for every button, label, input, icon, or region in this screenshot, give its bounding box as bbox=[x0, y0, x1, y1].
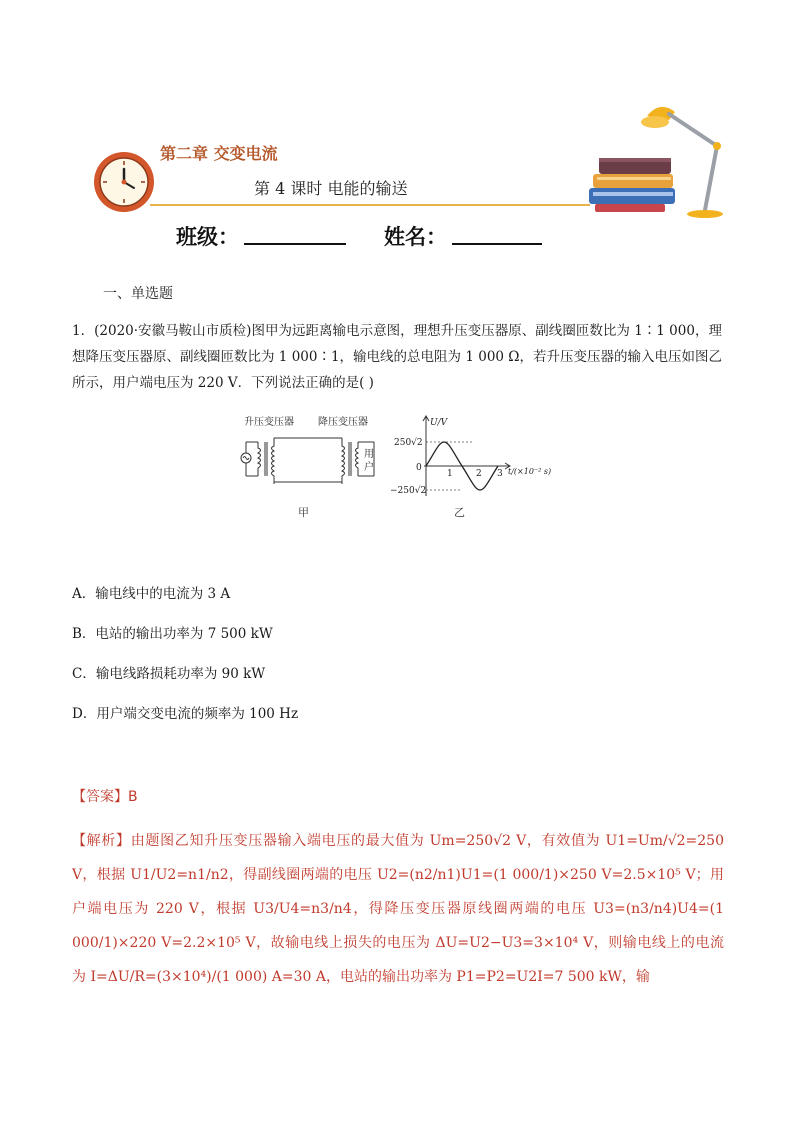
x-tick-3: 3 bbox=[497, 469, 503, 479]
option-a[interactable]: A．输电线中的电流为 3 A bbox=[72, 586, 231, 602]
y-max-label: 250√2 bbox=[394, 438, 423, 448]
voltage-graph bbox=[386, 412, 556, 522]
question-text: 1．(2020·安徽马鞍山市质检)图甲为远距离输电示意图，理想升压变压器原、副线圈匝数比为 1∶1 000，理想降压变压器原、副线圈匝数比为 1 000∶1，输电线的总电阻为 1 000 Ω，若升压变压器的输入电压如图乙所示，用户端电压为 220 V．下列说法正确的是( ) bbox=[72, 323, 722, 391]
y-axis-label: U/V bbox=[430, 418, 448, 428]
section-title: 一、单选题 bbox=[103, 286, 173, 302]
caption-right: 乙 bbox=[454, 506, 465, 519]
step-up-label: 升压变压器 bbox=[244, 417, 294, 428]
option-c[interactable]: C．输电线路损耗功率为 90 kW bbox=[72, 666, 266, 682]
header-divider bbox=[150, 204, 590, 206]
x-tick-1: 1 bbox=[447, 469, 453, 479]
step-down-label: 降压变压器 bbox=[318, 417, 368, 428]
x-axis-label: t/(×10⁻² s) bbox=[508, 467, 552, 476]
x-tick-2: 2 bbox=[476, 469, 482, 479]
user-label-1: 用 bbox=[364, 449, 374, 460]
class-blank[interactable] bbox=[244, 243, 346, 245]
analysis-text: 【解析】由题图乙知升压变压器输入端电压的最大值为 Um=250√2 V，有效值为 U1=Um/√2=250 V，根据 U1/U2=n1/n2，得副线圈两端的电压 U2=(n2/n1)U1=(1 000/1)×250 V=2.5×10⁵ V；用户端电压为 220 V，根据 U3/U4=n3/n4，得降压变压器原线圈两端的电压 U3=(n3/n4)U4=(1 000/1)×220 V=2.2×10⁵ V，故输电线上损失的电压为 ΔU=U2−U3=3×10⁴ V，则输电线上的电流为 I=ΔU/R=(3×10⁴)/(1 000) A=30 A，电站的输出功率为 P1=P2=U2I=7 500 kW，输 bbox=[72, 833, 724, 985]
origin-label: 0 bbox=[416, 463, 422, 473]
chapter-title: 第二章 交变电流 bbox=[160, 144, 278, 163]
option-b[interactable]: B．电站的输出功率为 7 500 kW bbox=[72, 626, 273, 642]
name-blank[interactable] bbox=[452, 243, 542, 245]
answer: 【答案】B bbox=[72, 789, 138, 805]
name-label: 姓名： bbox=[384, 225, 447, 249]
option-d[interactable]: D．用户端交变电流的频率为 100 Hz bbox=[72, 706, 299, 722]
class-label: 班级： bbox=[176, 225, 239, 249]
transmission-diagram bbox=[236, 412, 386, 522]
clock-icon bbox=[92, 150, 156, 214]
user-label-2: 户 bbox=[364, 462, 374, 473]
caption-left: 甲 bbox=[298, 506, 309, 519]
lesson-title: 第 4 课时 电能的输送 bbox=[254, 179, 408, 198]
y-min-label: −250√2 bbox=[390, 486, 427, 496]
books-lamp-icon bbox=[585, 98, 735, 220]
